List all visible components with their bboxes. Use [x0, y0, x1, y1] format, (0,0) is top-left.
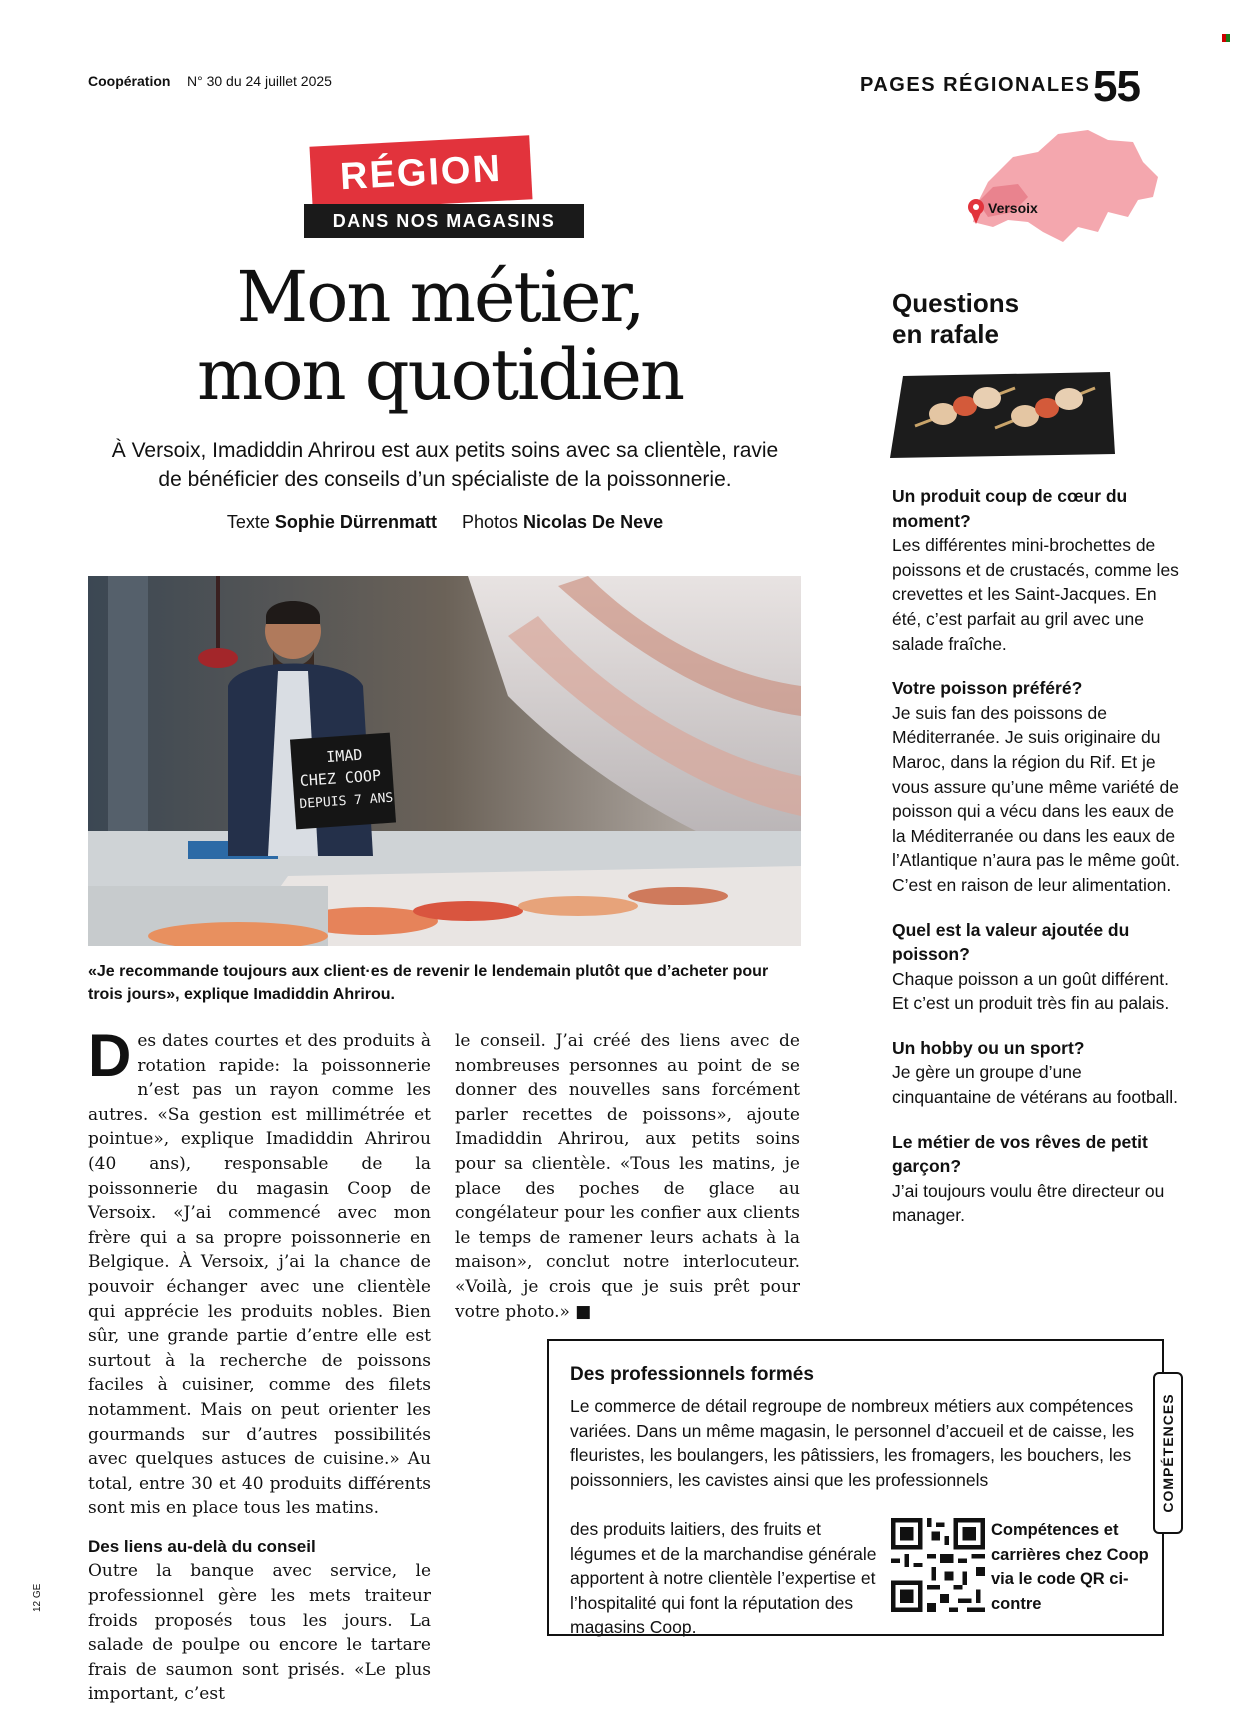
paragraph-2: Outre la banque avec service, le professionnel gère les mets traiteur froids proposés tous les jours. La salade de poulpe ou encore le tartare frais de saumon sont prisés. «Le plus important, c’est	[88, 1561, 431, 1705]
sidebar-title	[892, 288, 1019, 350]
switzerland-map	[958, 122, 1168, 250]
page-number: 55	[1093, 62, 1140, 111]
text-label: Texte	[226, 512, 270, 532]
competences-tab-label: COMPÉTENCES	[1160, 1393, 1176, 1513]
qa-item	[892, 484, 1182, 656]
paragraph-1: es dates courtes et des produits à rotation rapide: la poissonnerie n’est pas un rayon comme les autres. «Sa gestion est millimétrée et pointue», explique Imadiddin Ahrirou (40 ans), responsable de la poissonnerie du magasin Coop de Versoix. «J’ai commencé avec mon frère qui a sa propre poissonnerie en Belgique. À Versoix, j’ai la chance de pouvoir échanger avec une clientèle qui apprécie les produits nobles. Bien sûr, une grande partie d’entre elle est surtout à la recherche de poissons faciles à cuisiner, comme des filets notamment. Mais on peut orienter les gourmands sur d’autres possibilités avec quelques astuces de cuisine.» Au total, entre 30 et 40 produits différents sont mis en place tous les matins.	[88, 1031, 431, 1519]
publication-name: Coopération	[88, 73, 171, 89]
question: Quel est la valeur ajoutée du poisson?	[892, 919, 1130, 965]
qr-label: Compétences et carrières chez Coop via le code QR ci-contre	[991, 1521, 1149, 1613]
answer: J’ai toujours voulu être directeur ou manager.	[892, 1180, 1165, 1226]
answer: Les différentes mini-brochettes de poissons et de crustacés, comme les crevettes et les Saint-Jacques. En été, c’est parfait au gril avec une salade fraîche.	[892, 535, 1179, 654]
photo-author: Nicolas De Neve	[523, 512, 664, 532]
skewers-graphic	[885, 366, 1120, 462]
region-subtitle: DANS NOS MAGASINS	[304, 204, 584, 238]
answer: Je gère un groupe d’une cinquantaine de vétérans au football.	[892, 1062, 1179, 1108]
answer: Je suis fan des poissons de Méditerranée. Je suis originaire du Maroc, dans la région du Rif. Et je vous assure qu’une même variété de poisson qui a vécu dans les eaux de la Méditerranée ou dans les eaux de l’Atlantique n’aura pas le même goût. C’est en raison de leur alimentation.	[892, 702, 1180, 895]
article-column-2	[455, 1029, 800, 1324]
map-label-versoix: Versoix	[988, 200, 1038, 216]
qa-item	[892, 1130, 1182, 1228]
article-subhead: Des liens au-delà du conseil	[88, 1536, 316, 1556]
qa-item	[892, 1036, 1182, 1110]
title-line-1: Mon métier,	[236, 256, 644, 338]
fish-counter-photo	[88, 576, 801, 946]
text-author: Sophie Dürrenmatt	[274, 512, 437, 532]
qr-code[interactable]	[891, 1518, 985, 1612]
article-lead: À Versoix, Imadiddin Ahrirou est aux petits soins avec sa clientèle, ravie de bénéficier des conseils d’un spécialiste de la poissonnerie.	[111, 439, 779, 491]
sidebar-title-line-1: Questions	[892, 288, 1020, 318]
photo-caption: «Je recommande toujours aux client·es de revenir le lendemain plutôt que d’acheter pour trois jours», explique Imadiddin Ahrirou.	[88, 963, 769, 1003]
region-badge: RÉGION	[309, 135, 532, 210]
qr-code-icon	[891, 1518, 985, 1612]
article-photo	[88, 576, 801, 946]
sign-line-1: IMAD	[325, 745, 363, 767]
sign-line-3: DEPUIS 7 ANS	[299, 790, 394, 813]
question: Un hobby ou un sport?	[892, 1037, 1085, 1058]
question: Votre poisson préféré?	[892, 678, 1083, 699]
article-title	[150, 258, 730, 414]
question: Un produit coup de cœur du moment?	[892, 486, 1128, 531]
section-label: PAGES RÉGIONALES	[860, 74, 1091, 96]
article-credits	[100, 512, 790, 533]
qa-item	[892, 918, 1182, 1016]
article-column-1	[88, 1022, 431, 1707]
info-box-text-continued: des produits laitiers, des fruits et légumes et de la marchandise générale apportent à notre clientèle l’expertise et l’hospitalité qui font la réputation des magasins Coop.	[570, 1519, 877, 1638]
map-shape	[958, 122, 1168, 250]
answer: Chaque poisson a un goût différent. Et c’est un produit très fin au palais.	[892, 968, 1170, 1014]
paragraph-3: le conseil. J’ai créé des liens avec de nombreuses personnes au point de se donner des nouvelles sans forcément parler recettes de poissons», ajoute Imadiddin Ahrirou, aux petits soins pour sa clientèle. «Tous les matins, je place des poches de glace au congélateur pour les confier aux clients le temps de ramener leurs achats à la maison», conclut notre interlocuteur. «Voilà, je crois que je suis prêt pour votre photo.» ■	[455, 1031, 800, 1322]
questions-list	[892, 484, 1182, 1248]
skewers-image	[885, 366, 1120, 462]
info-box-text: Le commerce de détail regroupe de nombreux métiers aux compétences variées. Dans un même magasin, le personnel d’accueil et de caisse, les fleuristes, les boulangers, les pâtissiers, les fromagers, les bouchers, les poissonniers, les cavistes ainsi que les professionnels	[570, 1396, 1135, 1490]
sign-line-2: CHEZ COOP	[299, 766, 382, 790]
info-box-title: Des professionnels formés	[570, 1364, 814, 1385]
qa-item	[892, 676, 1182, 897]
issue-date: N° 30 du 24 juillet 2025	[187, 73, 332, 89]
color-mark	[1222, 34, 1230, 42]
question: Le métier de vos rêves de petit garçon?	[892, 1131, 1148, 1177]
title-line-2: mon quotidien	[196, 334, 684, 416]
photo-label: Photos	[461, 512, 519, 532]
margin-note: 12 GE	[32, 1583, 43, 1612]
sidebar-title-line-2: en rafale	[892, 319, 999, 349]
drop-cap: D	[88, 1022, 132, 1089]
competences-tab	[1153, 1372, 1183, 1534]
